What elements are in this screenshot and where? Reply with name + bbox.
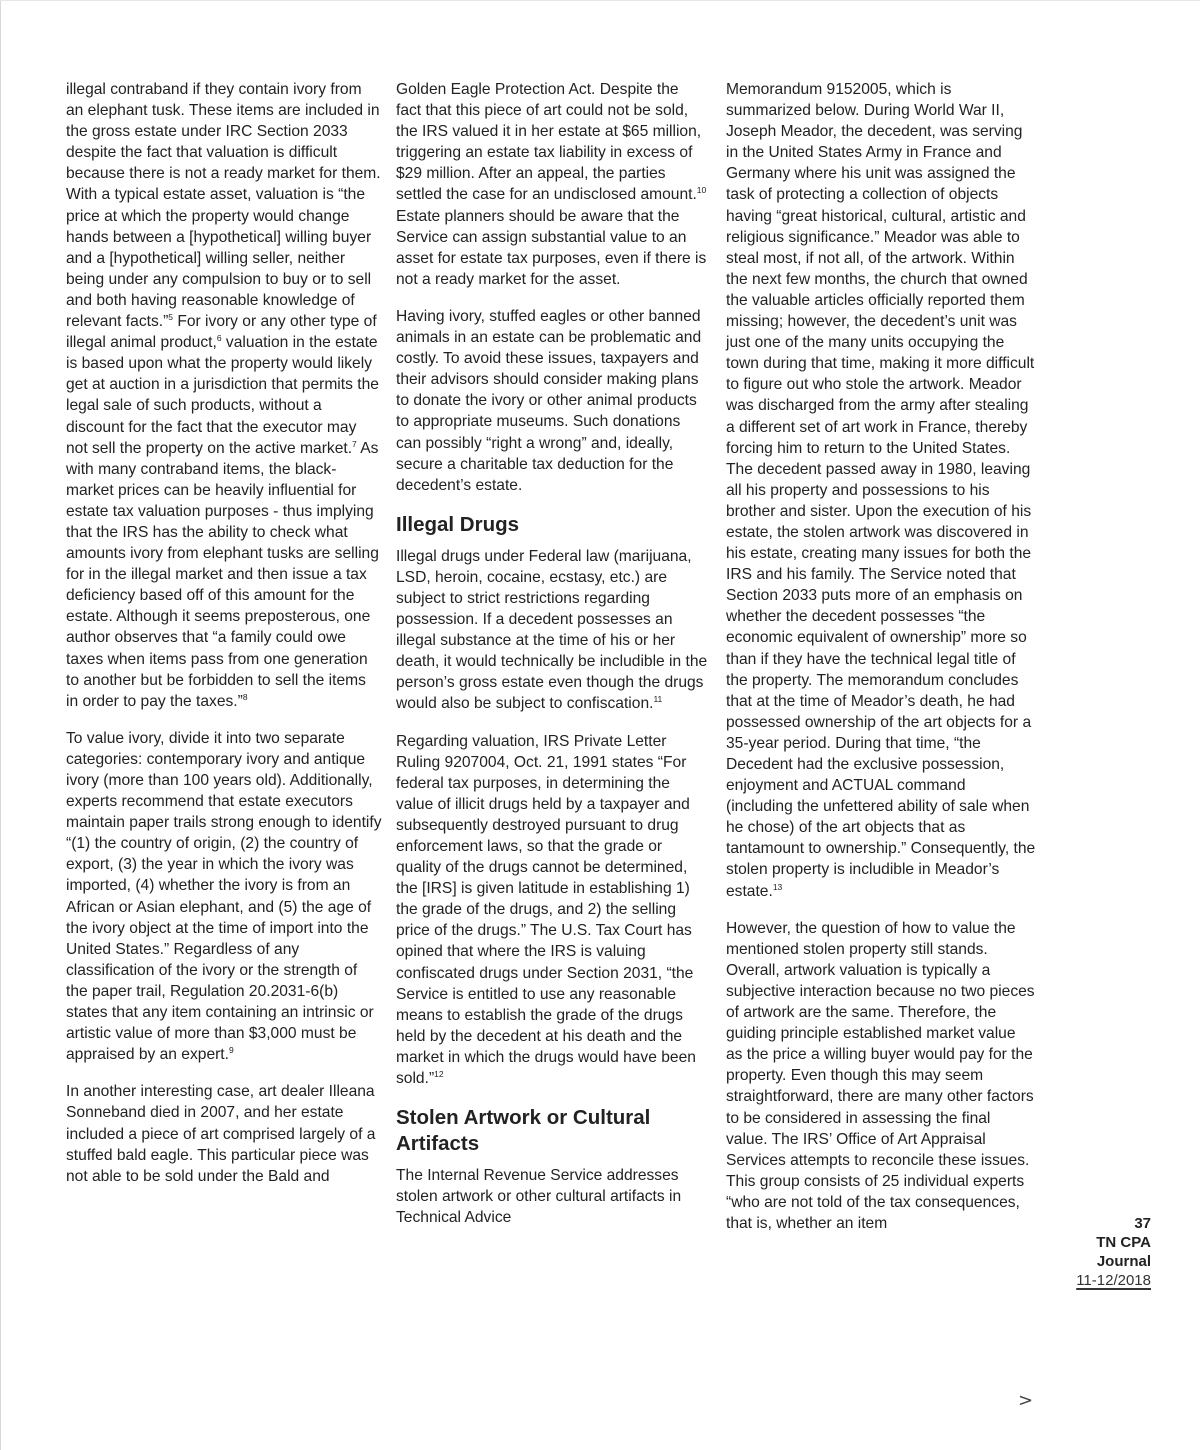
paragraph-text: valuation in the estate is based upon what the property would likely get at auction in a jurisdiction that permits the legal sale of such products, without a discount for the fact that the executor may not sell the property on the active market. [66, 334, 379, 457]
paragraph-text: To value ivory, divide it into two separate categories: contemporary ivory and antique ivory (more than 100 years old). Additionally, experts recommend that estate executors maintain paper trails strong enough to identify “(1) the country of origin, (2) the country of export, (3) the year in which the ivory was imported, (4) whether the ivory is from an African or Asian elephant, and (5) the age of the ivory object at the time of import into the United States.” Regardless of any classification of the ivory or the strength of the paper trail, Regulation 20.2031-6(b) states that any item containing an intrinsic or artistic value of more than $3,000 must be appraised by an expert. [66, 729, 382, 1064]
publication-name: TN CPA [1096, 1234, 1151, 1251]
footnote-reference: 6 [216, 333, 222, 344]
paragraph-text: The Internal Revenue Service addresses stolen artwork or other cultural artifacts in Technical Advice [396, 1167, 682, 1227]
paragraph-text: Golden Eagle Protection Act. Despite the fact that this piece of art could not be sold, the IRS valued it in her estate at $65 million, triggering an estate tax liability in excess of $29 million. After an appeal, the parties settled the case for an undisclosed amount. [396, 81, 702, 204]
footnote-reference: 9 [228, 1045, 234, 1056]
body-paragraph [396, 306, 708, 496]
footnote-reference: 5 [168, 312, 173, 323]
next-page-arrow-icon[interactable]: > [1018, 1390, 1034, 1411]
issue-date-link[interactable]: 11-12/2018 [1076, 1272, 1151, 1289]
body-paragraph [66, 79, 382, 712]
footnote-reference: 13 [772, 881, 783, 892]
body-paragraph [66, 1081, 382, 1186]
section-heading: Illegal Drugs [396, 512, 520, 536]
paragraph-text: However, the question of how to value the mentioned stolen property still stands. Overall, artwork valuation is typically a subjective interaction because no two pieces of artwork are the same. Therefore, the guiding principle established market value as the price a willing buyer would pay for the property. Even though this may seem straightforward, there are many other factors to be considered in assessing the final value. The IRS’ Office of Art Appraisal Services attempts to reconcile these issues. This group consists of 25 individual experts “who are not told of the tax consequences, that is, whether an item [726, 919, 1035, 1232]
paragraph-text: In another interesting case, art dealer Illeana Sonneband died in 2007, and her estate included a piece of art comprised largely of a stuffed bald eagle. This particular piece was not able to be sold under the Bald and [66, 1083, 376, 1185]
footnote-reference: 12 [434, 1069, 444, 1080]
body-paragraph [396, 731, 708, 1090]
footnote-reference: 8 [242, 691, 248, 702]
footnote-reference: 11 [653, 694, 663, 705]
publication-name-line2: Journal [1096, 1253, 1151, 1270]
section-heading: Stolen Artwork or Cultural Artifacts [396, 1106, 651, 1156]
body-paragraph [396, 1165, 708, 1228]
article-column-1 [66, 79, 382, 1203]
paragraph-text: For ivory or any other type of illegal animal product, [66, 313, 377, 352]
page-folio [1031, 1214, 1151, 1290]
article-column-2 [396, 79, 708, 1244]
paragraph-text: Memorandum 9152005, which is summarized below. During World War II, Joseph Meador, the decedent, was serving in the United States Army in France and Germany where his unit was assigned the task of protecting a collection of objects having “great historical, cultural, artistic and religious significance.” Meador was able to steal most, if not all, of the artwork. Within the next few months, the church that owned the valuable articles officially reported them missing; however, the decedent’s unit was just one of the many units occupying the town during that time, making it more difficult to figure out who stole the artwork. Meador was discharged from the army after stealing a different set of art work in France, thereby forcing him to return to the United States. The decedent passed away in 1980, leaving all his property and possessions to his brother and sister. Upon the execution of his estate, the stolen artwork was discovered in his estate, creating many issues for both the IRS and his family. The Service noted that Section 2033 puts more of an emphasis on whether the decedent possesses “the economic equivalent of ownership” more so than if they have the technical legal title of the property. The memorandum concludes that at the time of Meador’s death, he had possessed ownership of the art objects for a 35-year period. During that time, “the Decedent had the exclusive possession, enjoyment and ACTUAL command (including the unfettered ability of sale when he chose) of the art objects that as tantamount to ownership.” Consequently, the stolen property is includible in Meador’s estate. [726, 81, 1036, 900]
body-paragraph [66, 728, 382, 1066]
body-paragraph [396, 79, 708, 290]
paragraph-text: Illegal drugs under Federal law (marijuana, LSD, heroin, cocaine, ecstasy, etc.) are subject to strict restrictions regarding possession. If a decedent possesses an illegal substance at the time of his or her death, it would technically be includible in the person’s gross estate even though the drugs would also be subject to confiscation. [396, 547, 708, 713]
paragraph-text: As with many contraband items, the black-market prices can be heavily influential for estate tax valuation purposes - thus implying that the IRS has the ability to check what amounts ivory from elephant tusks are selling for in the illegal market and then issue a tax deficiency based off of this amount for the estate. Although it seems preposterous, one author observes that “a family could owe taxes when items pass from one generation to another but be forbidden to sell the items in order to pay the taxes.” [66, 439, 379, 710]
page-top-edge [0, 0, 1200, 1]
paragraph-text: Estate planners should be aware that the Service can assign substantial value to an asset for estate tax purposes, even if there is not a ready market for the asset. [396, 207, 707, 288]
paragraph-text: illegal contraband if they contain ivory from an elephant tusk. These items are included in the gross estate under IRC Section 2033 despite the fact that valuation is difficult because there is not a ready market for them. With a typical estate asset, valuation is “the price at which the property would change hands between a [hypothetical] willing buyer and a [hypothetical] willing seller, neither being under any compulsion to buy or to sell and both having reasonable knowledge of relevant facts.” [66, 81, 381, 331]
article-column-3 [726, 79, 1036, 1250]
footnote-reference: 10 [696, 185, 707, 196]
body-paragraph [726, 79, 1036, 902]
footnote-reference: 7 [352, 438, 357, 449]
body-paragraph [396, 546, 708, 715]
body-paragraph [726, 918, 1036, 1234]
paragraph-text: Having ivory, stuffed eagles or other banned animals in an estate can be problematic and costly. To avoid these issues, taxpayers and their advisors should consider making plans to donate the ivory or other animal products to appropriate museums. Such donations can possibly “right a wrong” and, ideally, secure a charitable tax deduction for the decedent’s estate. [396, 307, 702, 494]
paragraph-text: Regarding valuation, IRS Private Letter Ruling 9207004, Oct. 21, 1991 states “For federal tax purposes, in determining the value of illicit drugs held by a taxpayer and subsequently destroyed pursuant to drug enforcement laws, so that the grade or quality of the drugs cannot be determined, the [IRS] is given latitude in establishing 1) the grade of the drugs, and 2) the selling price of the drugs.” The U.S. Tax Court has opined that where the IRS is valuing confiscated drugs under Section 2031, “the Service is entitled to use any reasonable means to establish the grade of the drugs held by the decedent at his death and the market in which the drugs would have been sold.” [396, 732, 696, 1088]
page-number: 37 [1134, 1215, 1151, 1232]
page-edge [0, 0, 1, 1450]
